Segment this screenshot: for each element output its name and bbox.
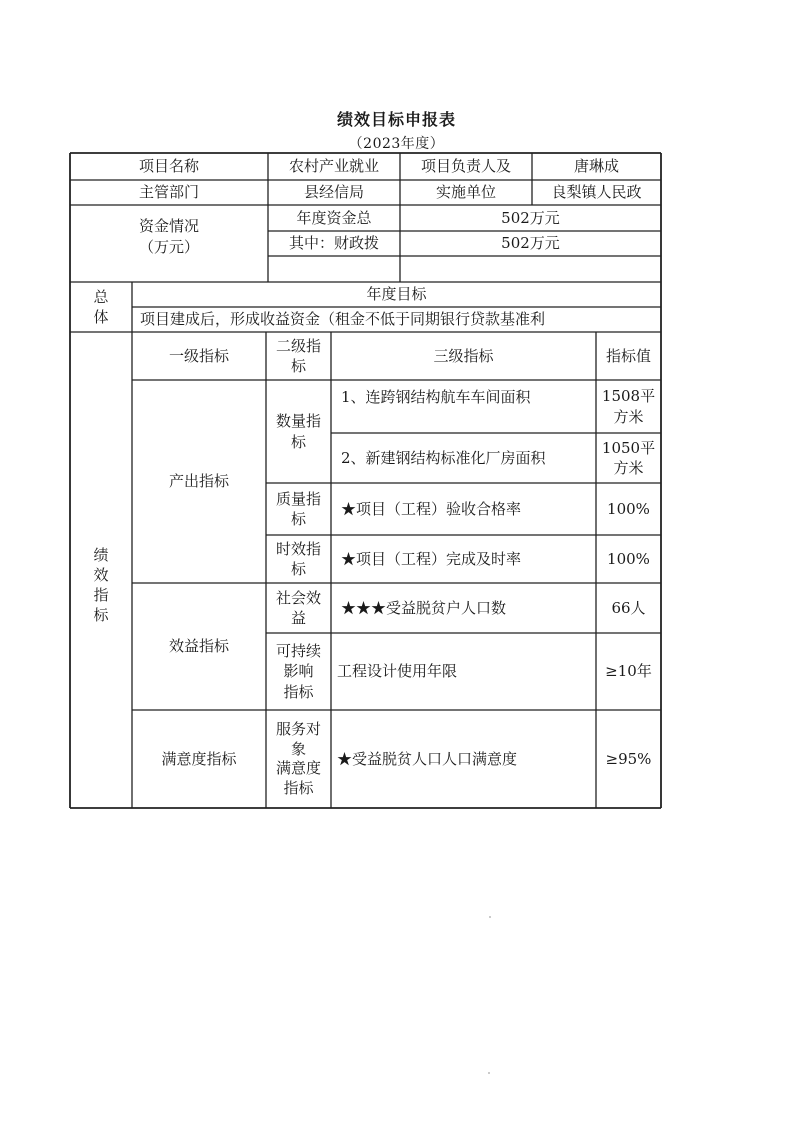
header-level2 [266,332,331,380]
fund-label [70,205,268,282]
q2-value-line2: 方米 [613,459,644,477]
quality-label-line2: 标 [290,510,306,528]
quantity-label [266,380,331,483]
fund-label-line1: 资金情况 [138,217,199,236]
timely-label-line2: 标 [290,560,306,578]
annual-total-label: 年度资金总 [296,208,372,227]
perf-side-4: 标 [93,606,109,625]
annual-goal-heading: 年度目标 [366,285,427,304]
scan-speck [488,1072,490,1074]
scan-speck [489,916,491,918]
sat-label-line4: 指标 [283,778,314,797]
annual-total-value: 502万元 [501,208,560,227]
social-text: ★★★受益脱贫户人口数 [341,598,507,617]
q1-value-line1: 1508平 [601,387,656,406]
sat-label-line3: 满意度 [275,759,321,777]
header-level2-line2: 标 [290,357,306,375]
project-name-value: 农村产业就业 [288,157,379,176]
social-label-line2: 益 [290,609,306,627]
overall-label-2: 体 [93,308,109,326]
overall-label-1: 总 [93,287,109,306]
quantity-label-line2: 标 [290,432,306,451]
sustain-text: 工程设计使用年限 [337,662,458,681]
sustain-label [266,633,331,710]
q1-value [596,380,661,433]
q1-value-line2: 方米 [613,407,644,426]
sat-label-line2: 象 [290,739,306,758]
perf-side-3: 指 [93,586,109,604]
sustain-value: ≥10年 [605,662,652,681]
perf-side-1: 绩 [93,545,109,564]
sat-label-line1: 服务对 [275,720,321,738]
quality-text: ★项目（工程）验收合格率 [341,499,522,518]
fiscal-value: 502万元 [501,234,560,253]
q2-text: 2、新建钢结构标准化厂房面积 [341,448,546,467]
quality-label-line1: 质量指 [275,489,321,508]
social-label [266,583,331,633]
benefit-label: 效益指标 [168,637,229,656]
header-level2-line1: 二级指 [275,336,321,355]
social-label-line1: 社会效 [275,588,321,607]
dept-value: 县经信局 [303,183,364,202]
fiscal-label: 其中：财政拨 [288,234,379,253]
quality-label [266,483,331,535]
leader-value: 唐琳成 [573,157,619,176]
q2-value [596,433,661,483]
satisfaction-label: 满意度指标 [161,749,237,768]
form-year: （2023年度） [348,136,445,152]
quality-value: 100% [607,499,650,518]
dept-label: 主管部门 [138,183,199,202]
sat-sub-label [266,710,331,808]
social-value: 66人 [611,598,646,617]
impl-value: 良梨镇人民政 [551,183,642,202]
project-name-label: 项目名称 [138,157,199,176]
leader-label: 项目负责人及 [420,157,511,176]
form-title: 绩效目标申报表 [336,110,456,129]
sustain-label-line3: 指标 [283,682,314,701]
perf-side-2: 效 [93,565,109,584]
timely-label-line1: 时效指 [275,539,321,558]
timely-value: 100% [607,549,650,568]
sustain-label-line2: 影响 [283,662,314,681]
perf-side-label [70,332,132,808]
timely-label [266,535,331,583]
quantity-label-line1: 数量指 [275,412,321,431]
overall-label [70,282,132,332]
fund-label-line2: （万元） [138,237,199,256]
header-value: 指标值 [605,346,651,365]
output-label: 产出指标 [168,472,229,491]
sat-value: ≥95% [605,749,652,768]
annual-goal-text: 项目建成后，形成收益资金（租金不低于同期银行贷款基准利 [140,310,546,329]
timely-text: ★项目（工程）完成及时率 [341,549,522,568]
sustain-label-line1: 可持续 [275,642,321,661]
q2-value-line1: 1050平 [601,438,656,457]
q1-text: 1、连跨钢结构航车车间面积 [341,388,531,406]
impl-label: 实施单位 [435,183,496,202]
header-level1: 一级指标 [168,346,229,365]
sat-text: ★受益脱贫人口人口满意度 [337,749,518,768]
header-level3: 三级指标 [433,346,494,365]
